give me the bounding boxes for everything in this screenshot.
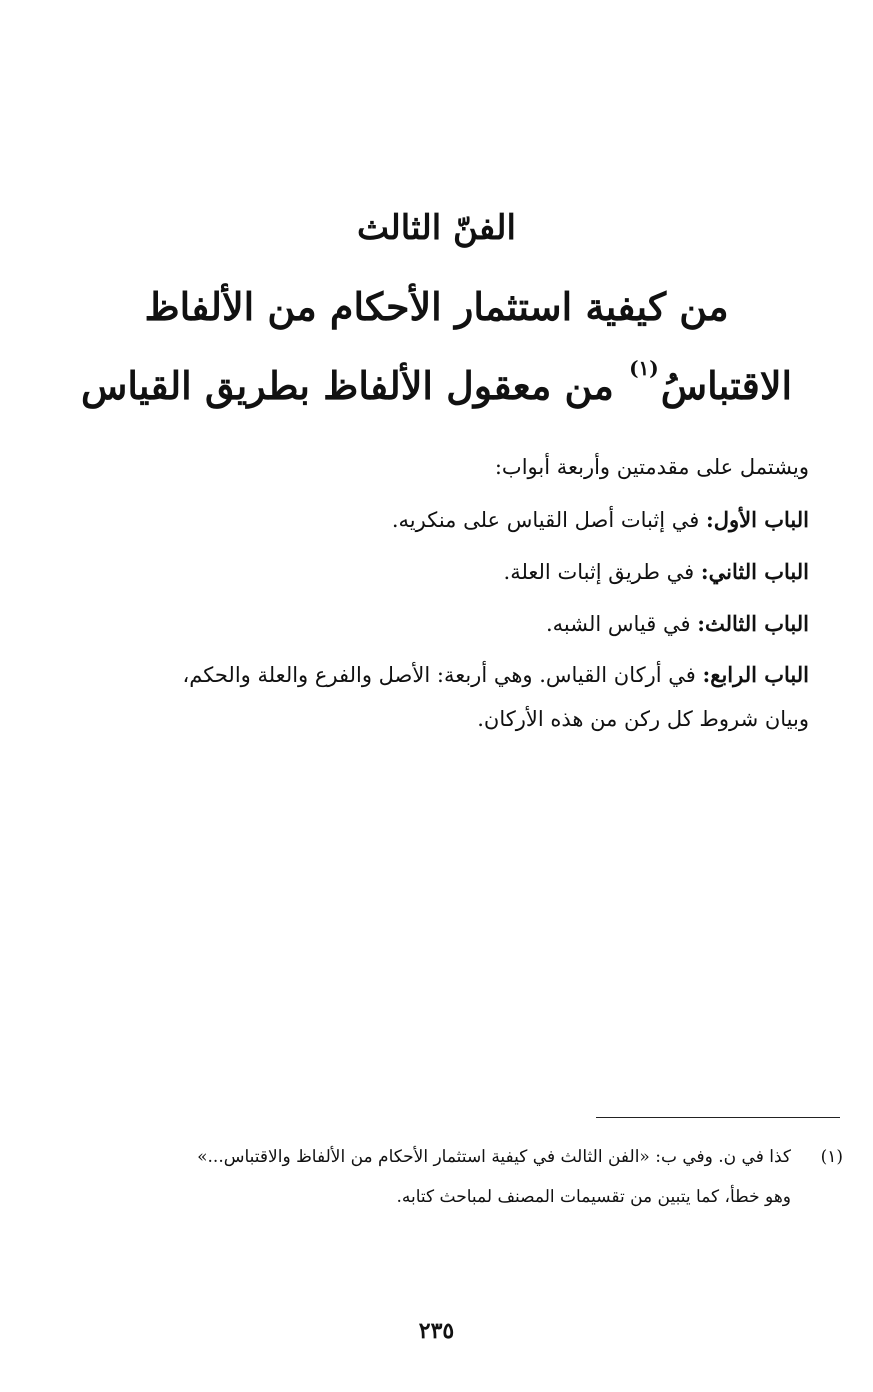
footnote-reference: (١) (629, 356, 659, 380)
chapter-2-text: في طريق إثبات العلة. (503, 560, 695, 584)
chapter-4 (183, 660, 809, 690)
subtitle-rest: من معقول الألفاظ بطريق القياس (80, 363, 614, 408)
section-subtitle-line-1: من كيفية استثمار الأحكام من الألفاظ (144, 284, 729, 329)
footnote-separator (596, 1117, 840, 1118)
chapter-3-text: في قياس الشبه. (545, 612, 691, 636)
chapter-1-text: في إثبات أصل القياس على منكريه. (391, 508, 700, 532)
chapter-3-label: الباب الثالث: (697, 611, 809, 636)
chapter-2-label: الباب الثاني: (700, 559, 809, 584)
subtitle-word-iqtibas: الاقتباسُ (660, 363, 793, 408)
intro-paragraph: ويشتمل على مقدمتين وأربعة أبواب: (494, 455, 809, 479)
chapter-1-label: الباب الأول: (705, 507, 809, 532)
chapter-4-continuation: وبيان شروط كل ركن من هذه الأركان. (477, 707, 809, 731)
footnote-line-1: كذا في ن. وفي ب: «الفن الثالث في كيفية استثمار الأحكام من الألفاظ والاقتباس...» (197, 1147, 791, 1167)
chapter-1 (392, 505, 809, 535)
section-subtitle-line-2 (60, 356, 813, 408)
footnote-number: (١) (820, 1147, 843, 1167)
page-number: ٢٣٥ (418, 1318, 455, 1344)
chapter-2 (504, 557, 809, 587)
chapter-3 (546, 609, 809, 639)
footnote-line-2: وهو خطأ، كما يتبين من تقسيمات المصنف لمباحث كتابه. (396, 1187, 791, 1207)
section-title: الفنّ الثالث (357, 208, 516, 248)
chapter-4-label: الباب الرابع: (702, 662, 809, 687)
chapter-4-text: في أركان القياس. وهي أربعة: الأصل والفرع والعلة والحكم، (182, 663, 696, 687)
